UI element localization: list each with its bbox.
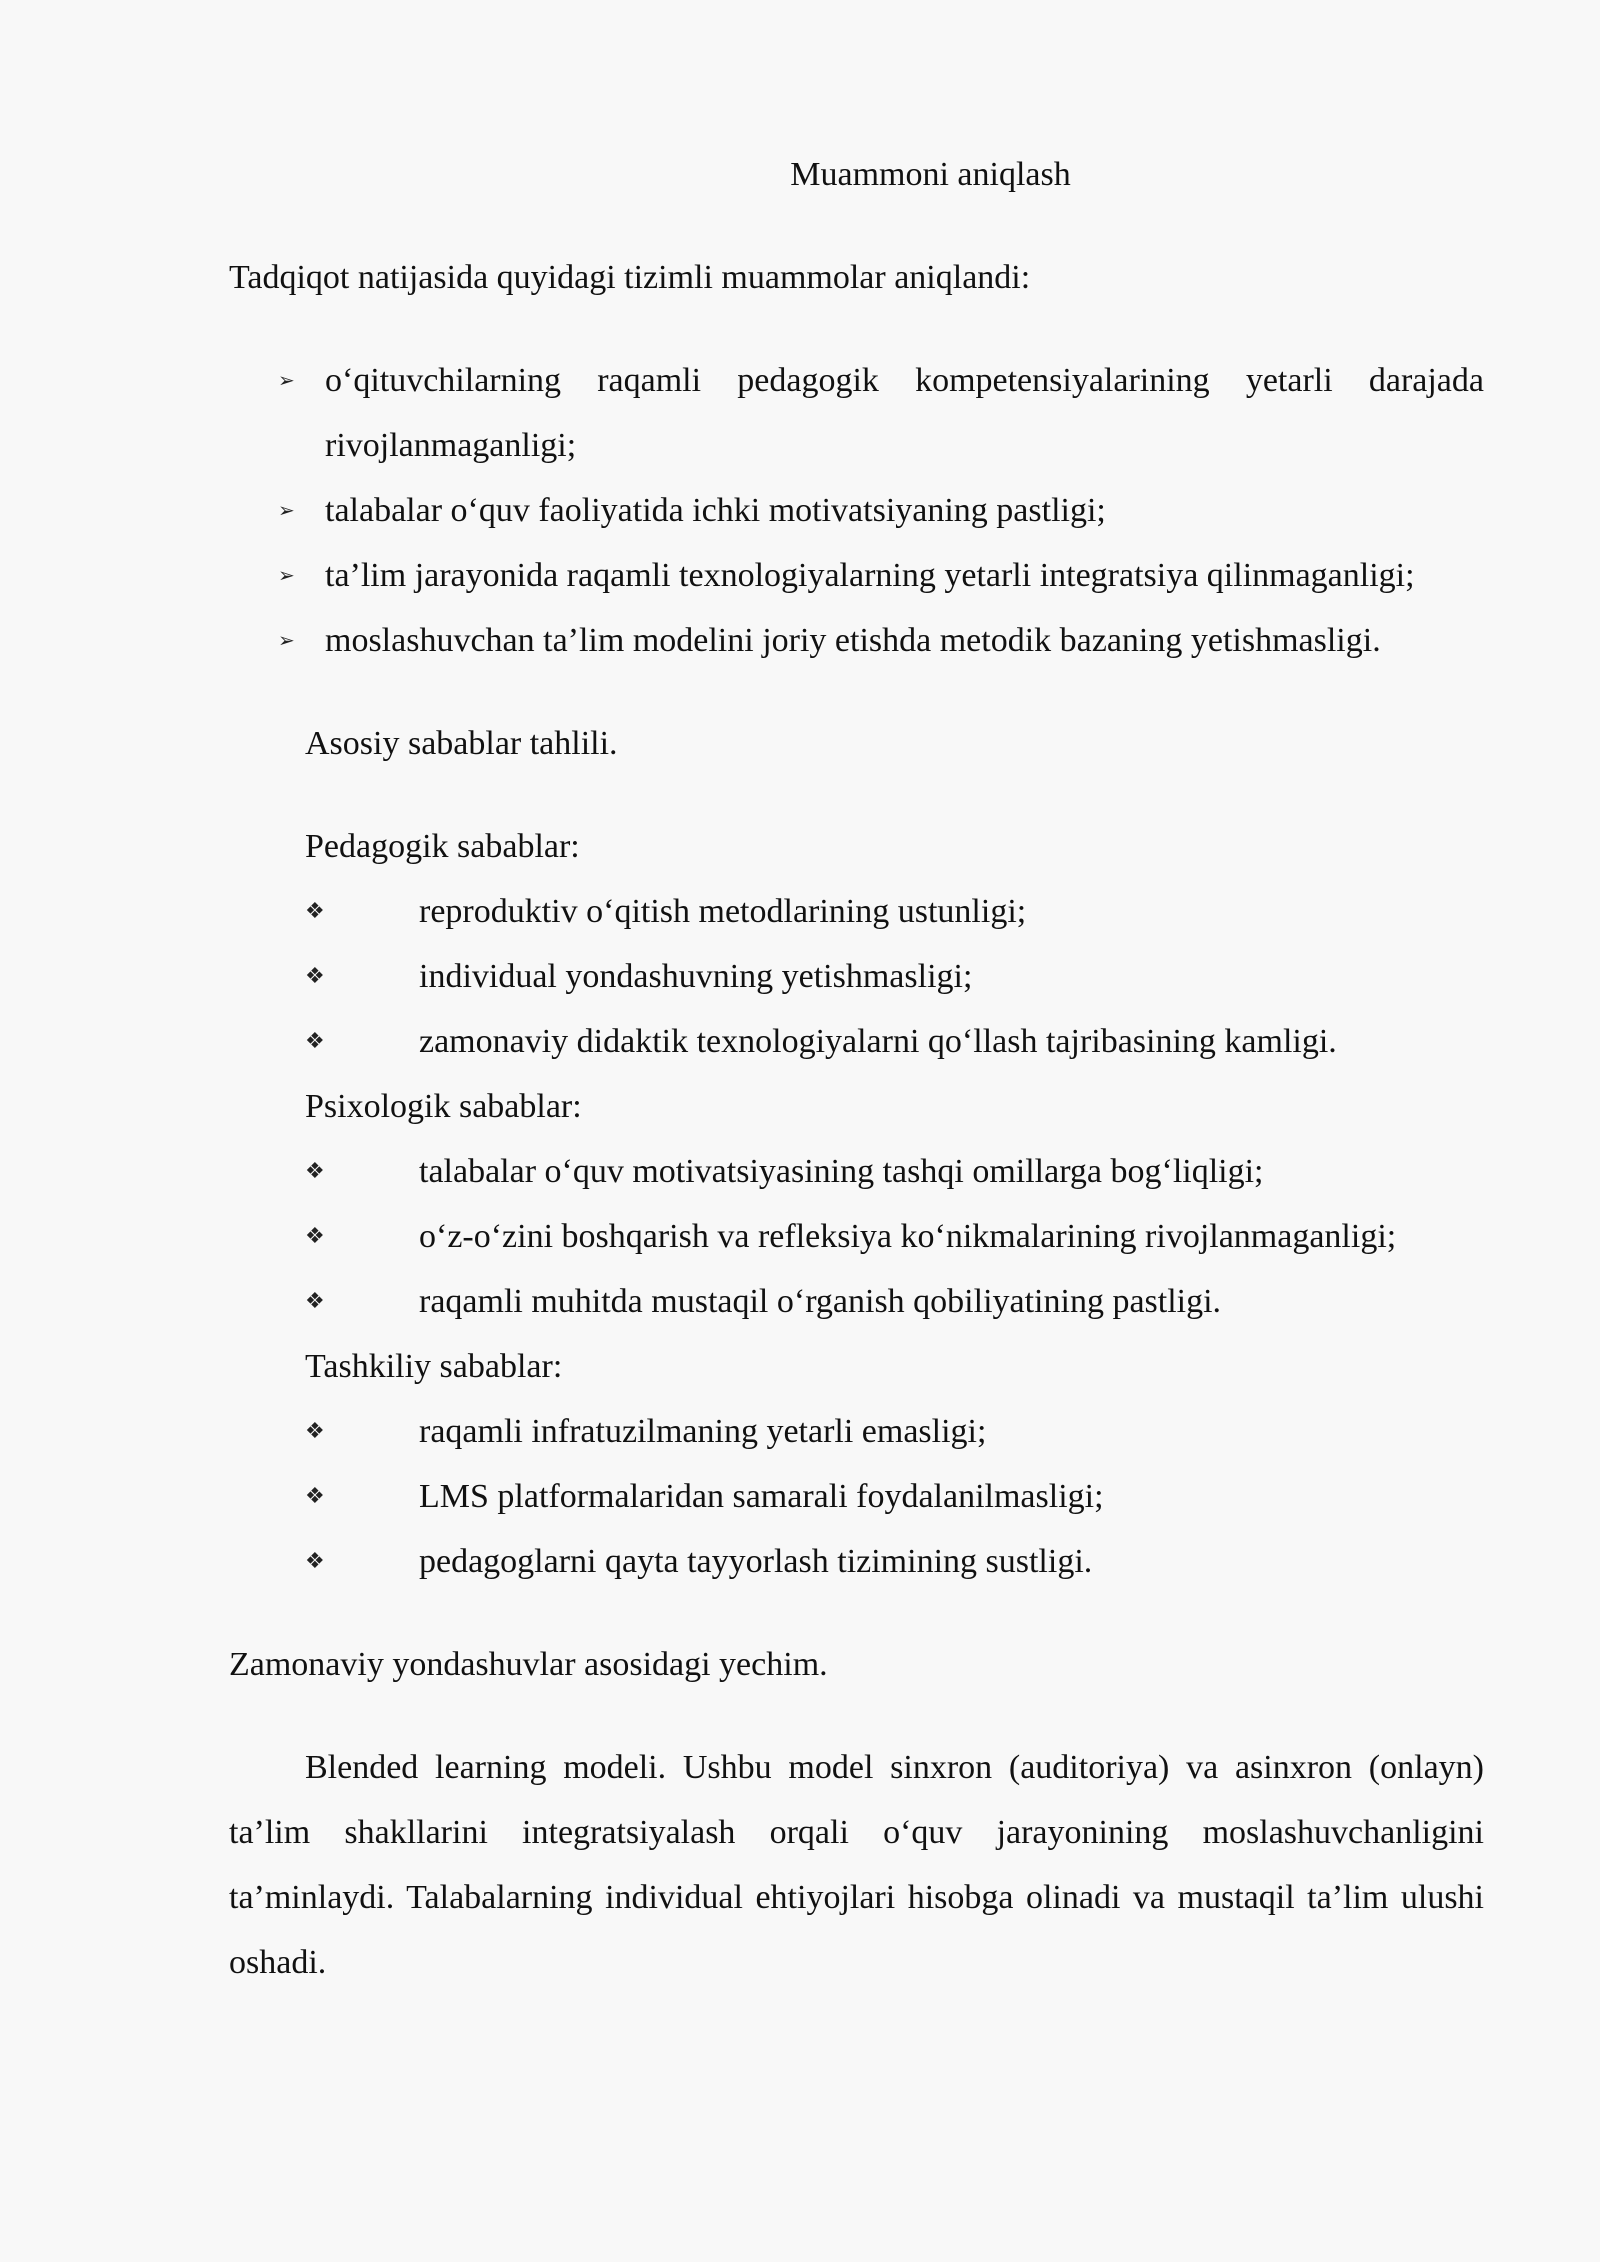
list-item-text: zamonaviy didaktik texnologiyalarni qo‘llash tajribasining kamligi. [419, 1023, 1337, 1060]
list-item [229, 1399, 1484, 1464]
list-item-text: pedagoglarni qayta tayyorlash tizimining sustligi. [419, 1543, 1093, 1580]
solution-heading: Zamonaviy yondashuvlar asosidagi yechim. [229, 1646, 828, 1683]
four-diamond-bullet-icon: ❖ [305, 1029, 325, 1054]
list-item-text: reproduktiv o‘qitish metodlarining ustunligi; [419, 893, 1027, 930]
list-item [229, 543, 1484, 608]
list-item [229, 879, 1484, 944]
list-item-text: moslashuvchan ta’lim modelini joriy etishda metodik bazaning yetishmasligi. [325, 622, 1381, 659]
list-item [229, 1464, 1484, 1529]
organizational-heading: Tashkiliy sabablar: [305, 1348, 563, 1385]
four-diamond-bullet-icon: ❖ [305, 964, 325, 989]
list-item [229, 1204, 1484, 1269]
list-item [229, 1269, 1484, 1334]
list-item-text: o‘qituvchilarning raqamli pedagogik kompetensiyalarining yetarli darajada rivojlanmaganligi; [325, 362, 1484, 464]
arrowhead-bullet-icon: ➢ [278, 628, 295, 652]
four-diamond-bullet-icon: ❖ [305, 1224, 325, 1249]
arrowhead-bullet-icon: ➢ [278, 368, 295, 392]
list-item [229, 608, 1484, 673]
four-diamond-bullet-icon: ❖ [305, 1484, 325, 1509]
list-item-text: LMS platformalaridan samarali foydalanilmasligi; [419, 1478, 1104, 1515]
list-item-text: raqamli muhitda mustaqil o‘rganish qobiliyatining pastligi. [419, 1283, 1222, 1320]
psychological-heading: Psixologik sabablar: [305, 1088, 582, 1125]
page-title: Muammoni aniqlash [790, 156, 1071, 193]
list-item [229, 1529, 1484, 1594]
list-item [229, 1139, 1484, 1204]
problem-list [229, 348, 1484, 673]
pedagogical-heading: Pedagogik sabablar: [305, 828, 580, 865]
intro-text: Tadqiqot natijasida quyidagi tizimli muammolar aniqlandi: [229, 259, 1031, 296]
list-item [229, 478, 1484, 543]
four-diamond-bullet-icon: ❖ [305, 1289, 325, 1314]
list-item [229, 348, 1484, 478]
four-diamond-bullet-icon: ❖ [305, 1419, 325, 1444]
list-item-text: talabalar o‘quv faoliyatida ichki motivatsiyaning pastligi; [325, 492, 1106, 529]
list-item-text: talabalar o‘quv motivatsiyasining tashqi omillarga bog‘liqligi; [419, 1153, 1264, 1190]
four-diamond-bullet-icon: ❖ [305, 899, 325, 924]
list-item-text: ta’lim jarayonida raqamli texnologiyalarning yetarli integratsiya qilinmaganligi; [325, 557, 1415, 594]
analysis-heading: Asosiy sabablar tahlili. [305, 725, 618, 762]
list-item-text: raqamli infratuzilmaning yetarli emasligi; [419, 1413, 987, 1450]
arrowhead-bullet-icon: ➢ [278, 498, 295, 522]
arrowhead-bullet-icon: ➢ [278, 563, 295, 587]
four-diamond-bullet-icon: ❖ [305, 1159, 325, 1184]
list-item [229, 944, 1484, 1009]
four-diamond-bullet-icon: ❖ [305, 1549, 325, 1574]
list-item-text: individual yondashuvning yetishmasligi; [419, 958, 973, 995]
solution-paragraph: Blended learning modeli. Ushbu model sinxron (auditoriya) va asinxron (onlayn) ta’lim shakllarini integratsiyalash orqali o‘quv jarayonining moslashuvchanligini ta’minlaydi. Talabalarning individual ehtiyojlari hisobga olinadi va mustaqil ta’lim ulushi oshadi. [229, 1749, 1484, 1981]
list-item-text: o‘z-o‘zini boshqarish va refleksiya ko‘nikmalarining rivojlanmaganligi; [419, 1218, 1397, 1255]
list-item [229, 1009, 1484, 1074]
document-page [229, 142, 1484, 1995]
